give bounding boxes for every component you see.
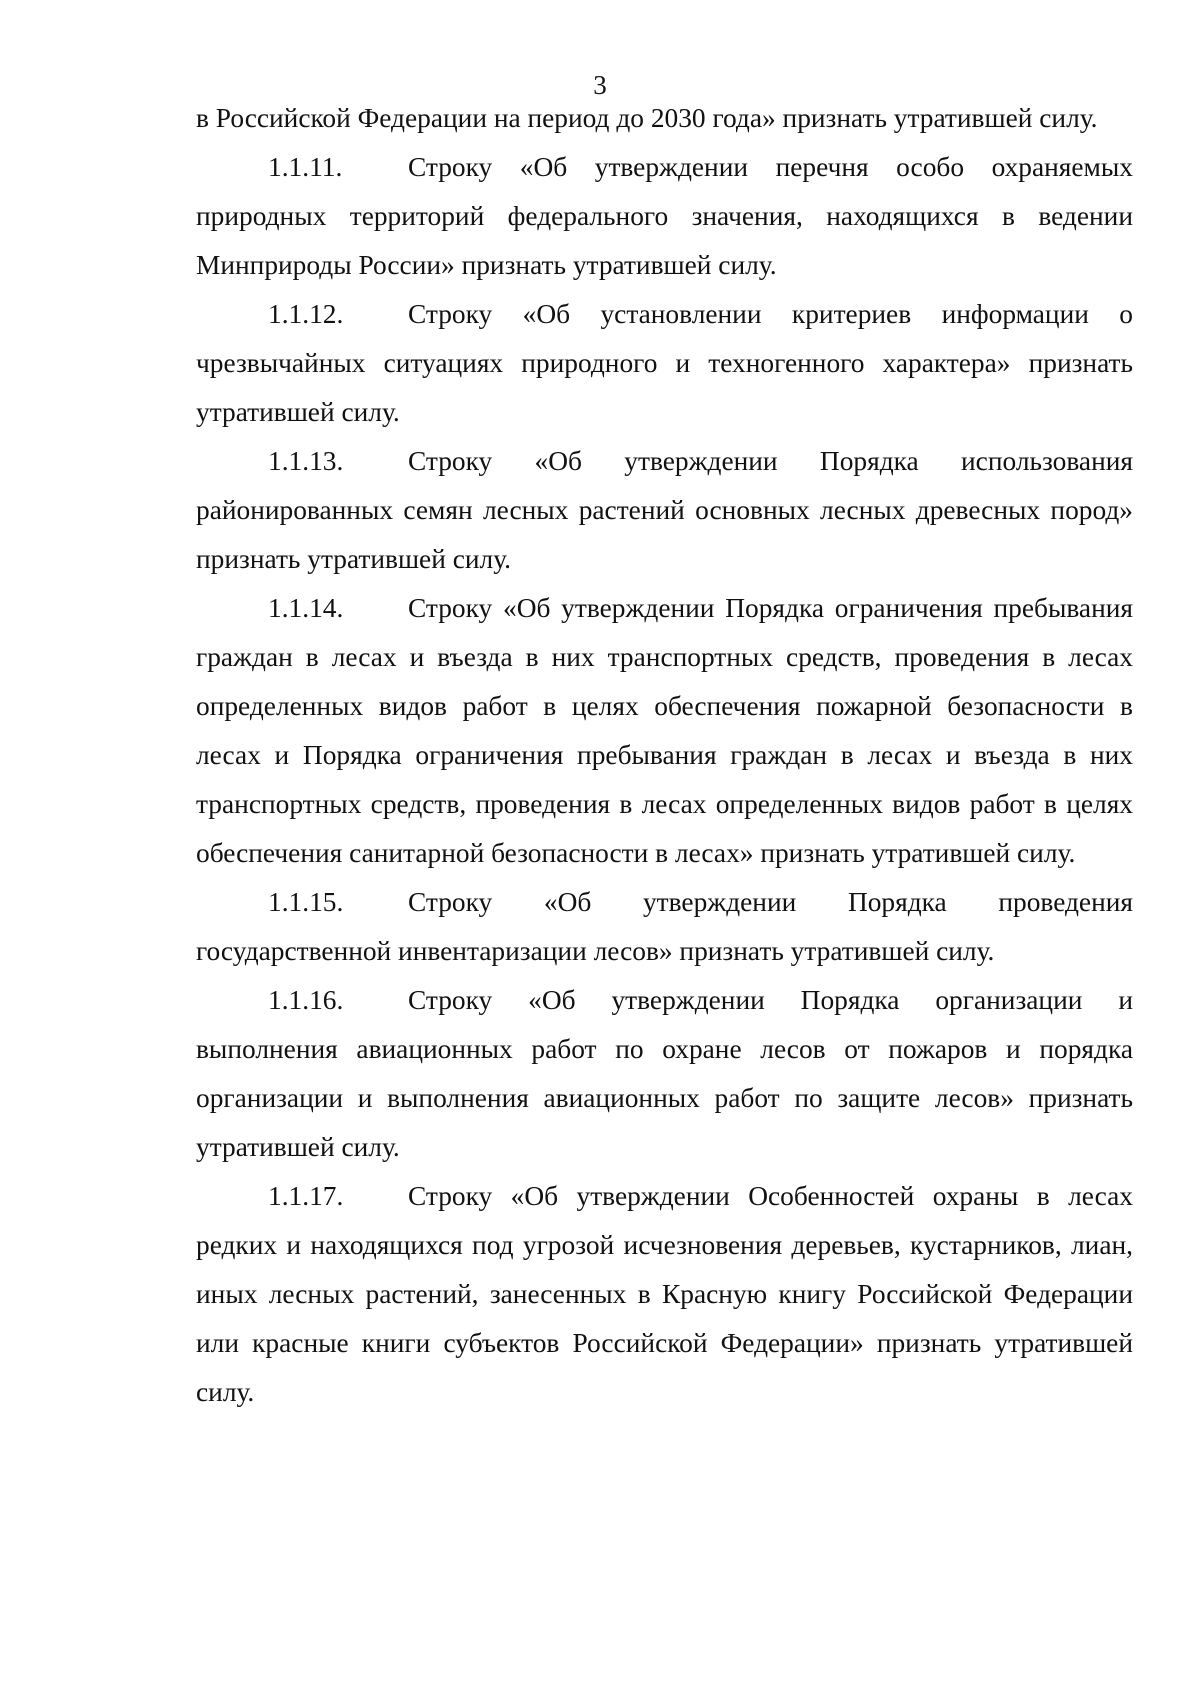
paragraph-text: Строку «Об установлении критериев информации о чрезвычайных ситуациях природного и техногенного характера» признать утратившей силу. (196, 299, 1133, 427)
clause-number: 1.1.11. (268, 152, 343, 182)
clause-number: 1.1.14. (268, 593, 344, 623)
paragraph-1-1-16 (196, 976, 1133, 1172)
paragraph-1-1-14 (196, 584, 1133, 878)
paragraph-text: Строку «Об утверждении Порядка использования районированных семян лесных растений основных лесных древесных пород» признать утратившей силу. (196, 446, 1133, 574)
paragraph-text: в Российской Федерации на период до 2030 года» признать утратившей силу. (196, 103, 1098, 133)
clause-number: 1.1.12. (268, 299, 344, 329)
paragraph-1-1-13 (196, 437, 1133, 584)
paragraph-1-1-12 (196, 290, 1133, 437)
paragraph-text: Строку «Об утверждении Порядка ограничения пребывания граждан в лесах и въезда в них транспортных средств, проведения в лесах определенных видов работ в целях обеспечения пожарной безопасности в лесах и Порядка ограничения пребывания граждан в лесах и въезда в них транспортных средств, проведения в лесах определенных видов работ в целях обеспечения санитарной безопасности в лесах» признать утратившей силу. (196, 593, 1133, 868)
paragraph-continuation (196, 94, 1133, 143)
clause-number: 1.1.17. (268, 1181, 344, 1211)
clause-number: 1.1.13. (268, 446, 344, 476)
clause-number: 1.1.16. (268, 985, 344, 1015)
paragraph-1-1-17 (196, 1172, 1133, 1417)
paragraph-text: Строку «Об утверждении Порядка проведения государственной инвентаризации лесов» признать утратившей силу. (196, 887, 1133, 966)
document-body (196, 94, 1133, 1417)
page-number: 3 (593, 70, 607, 100)
paragraph-text: Строку «Об утверждении Особенностей охраны в лесах редких и находящихся под угрозой исчезновения деревьев, кустарников, лиан, иных лесных растений, занесенных в Красную книгу Российской Федерации или красные книги субъектов Российской Федерации» признать утратившей силу. (196, 1181, 1133, 1407)
paragraph-text: Строку «Об утверждении Порядка организации и выполнения авиационных работ по охране лесов от пожаров и порядка организации и выполнения авиационных работ по защите лесов» признать утратившей силу. (196, 985, 1133, 1162)
clause-number: 1.1.15. (268, 887, 344, 917)
paragraph-1-1-15 (196, 878, 1133, 976)
paragraph-1-1-11 (196, 143, 1133, 290)
paragraph-text: Строку «Об утверждении перечня особо охраняемых природных территорий федерального значения, находящихся в ведении Минприроды России» признать утратившей силу. (196, 152, 1133, 280)
